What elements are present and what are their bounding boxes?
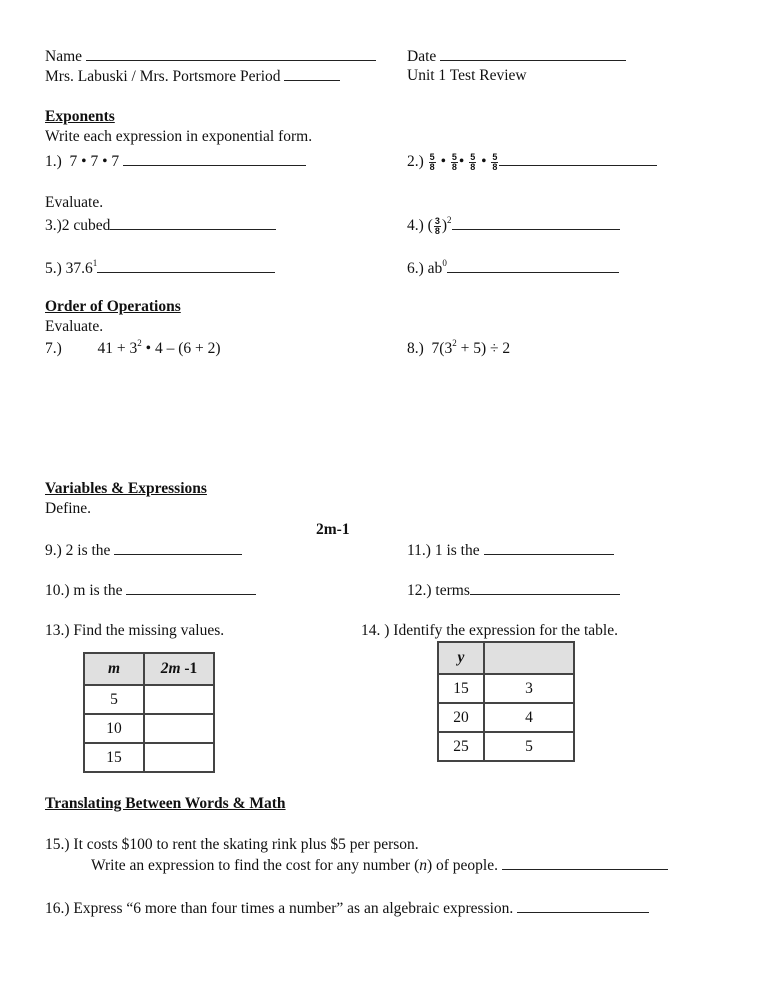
order-instruction: Evaluate.	[45, 318, 104, 335]
expression-table	[437, 641, 575, 762]
answer-blank-4[interactable]	[452, 215, 620, 230]
table-row: 20 4	[438, 703, 574, 732]
period-field[interactable]	[45, 66, 340, 87]
question-5: 5.) 37.6$^1$	[45, 258, 275, 279]
answer-blank-10[interactable]	[126, 580, 256, 595]
name-label: Name	[45, 48, 83, 65]
question-10: 10.) m is the	[45, 580, 256, 601]
question-15-line2: Write an expression to find the cost for any number (n) of people.	[91, 855, 668, 876]
expression-2m-1: 2m-1	[316, 521, 350, 538]
date-field[interactable]	[407, 46, 626, 67]
unit-title: Unit 1 Test Review	[407, 67, 527, 84]
translating-heading: Translating Between Words & Math	[45, 795, 286, 812]
order-of-operations-heading: Order of Operations	[45, 298, 181, 315]
evaluate-instruction: Evaluate.	[45, 194, 104, 211]
table-row: 15 3	[438, 674, 574, 703]
table-header-row: y	[438, 642, 574, 674]
question-16: 16.) Express “6 more than four times a number” as an algebraic expression.	[45, 898, 649, 919]
table-row: 5	[84, 685, 214, 714]
table-row: 25 5	[438, 732, 574, 761]
teacher-period-label: Mrs. Labuski / Mrs. Portsmore Period	[45, 68, 281, 85]
question-8: 8.) $7(3^2 + 5) \div 2$	[407, 338, 511, 357]
answer-blank-6[interactable]	[447, 258, 619, 273]
answer-cell[interactable]	[144, 743, 214, 772]
missing-values-table	[83, 652, 215, 773]
answer-blank-1[interactable]	[123, 151, 306, 166]
question-7: 7.) $41 + 3^2$ • 4 – (6 + 2)	[45, 338, 221, 357]
fraction-5-8: $\frac{5}{8}$	[451, 152, 457, 172]
exponents-heading: Exponents	[45, 108, 115, 125]
answer-cell[interactable]	[144, 685, 214, 714]
table-row: 10	[84, 714, 214, 743]
answer-blank-5[interactable]	[97, 258, 275, 273]
question-6: 6.) $ab^0$	[407, 258, 619, 279]
question-3: 3.)2 cubed	[45, 215, 276, 236]
answer-blank-12[interactable]	[470, 580, 620, 595]
header-2m-1: 2m -1	[144, 653, 214, 685]
variables-heading: Variables & Expressions	[45, 480, 207, 497]
question-4: 4.) ( $\frac{3}{8}$ )$^2$	[407, 215, 620, 236]
fraction-5-8: $\frac{5}{8}$	[470, 152, 476, 172]
fraction-5-8: $\frac{5}{8}$	[429, 152, 435, 172]
question-9: 9.) 2 is the	[45, 540, 242, 561]
name-field[interactable]	[45, 46, 376, 67]
fraction-5-8: $\frac{5}{8}$	[492, 152, 498, 172]
expression-header-cell[interactable]	[484, 642, 574, 674]
table-row: 15	[84, 743, 214, 772]
answer-blank-15[interactable]	[502, 855, 668, 870]
define-instruction: Define.	[45, 500, 92, 517]
exponents-instruction: Write each expression in exponential form.	[45, 128, 313, 145]
question-2: 2.) $\frac{5}{8}$ • $\frac{5}{8}$ • $\frac{5}{8}$ • $\frac{5}{8}$	[407, 151, 657, 172]
date-blank[interactable]	[440, 46, 626, 61]
question-11: 11.) 1 is the	[407, 540, 614, 561]
answer-cell[interactable]	[144, 714, 214, 743]
question-12: 12.) terms	[407, 580, 620, 601]
table-header-row: m 2m -1	[84, 653, 214, 685]
answer-blank-3[interactable]	[110, 215, 276, 230]
question-14: 14. ) Identify the expression for the table.	[361, 622, 618, 639]
period-blank[interactable]	[284, 66, 340, 81]
question-1: 1.) 7 • 7 • 7	[45, 151, 306, 172]
answer-blank-9[interactable]	[114, 540, 242, 555]
question-15-line1: 15.) It costs $100 to rent the skating rink plus $5 per person.	[45, 836, 419, 853]
answer-blank-16[interactable]	[517, 898, 649, 913]
date-label: Date	[407, 48, 437, 65]
name-blank[interactable]	[86, 46, 376, 61]
answer-blank-11[interactable]	[484, 540, 614, 555]
fraction-3-8: $\frac{3}{8}$	[434, 216, 440, 236]
question-13: 13.) Find the missing values.	[45, 622, 225, 639]
answer-blank-2[interactable]	[499, 151, 657, 166]
